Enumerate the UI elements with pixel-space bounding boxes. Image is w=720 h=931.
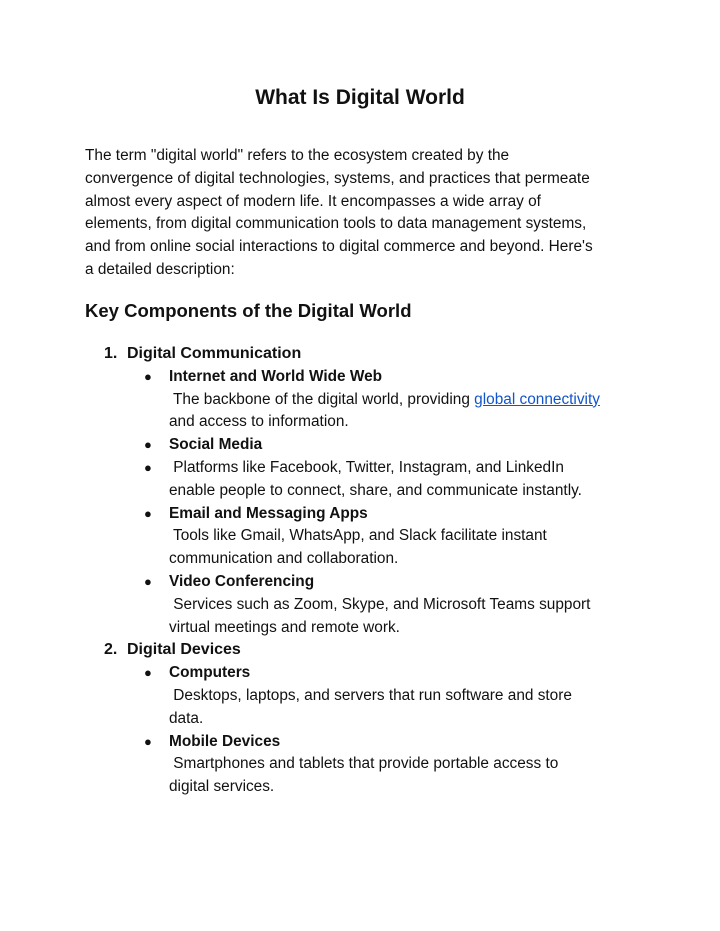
intro-line: convergence of digital technologies, systems, and practices that permeate xyxy=(85,169,590,187)
item-description: Desktops, laptops, and servers that run software and store xyxy=(169,686,572,704)
list-item xyxy=(0,662,720,730)
item-description: data. xyxy=(169,709,204,727)
bullet-icon: ● xyxy=(144,733,152,749)
section-number: 2. xyxy=(104,641,118,659)
components-list xyxy=(0,343,720,799)
item-text-prefix: The backbone of the digital world, providing xyxy=(169,390,475,408)
item-title: Computers xyxy=(169,664,251,682)
bullet-icon: ● xyxy=(144,368,152,384)
section-title: Digital Devices xyxy=(127,641,241,659)
intro-line: almost every aspect of modern life. It encompasses a wide array of xyxy=(85,192,541,210)
item-title: Internet and World Wide Web xyxy=(169,367,383,385)
list-item xyxy=(0,434,720,457)
section-title: Digital Communication xyxy=(127,345,302,362)
intro-line: a detailed description: xyxy=(85,260,235,278)
intro-line: The term "digital world" refers to the ecosystem created by the xyxy=(85,147,510,164)
bullet-icon: ● xyxy=(144,437,152,453)
item-description: virtual meetings and remote work. xyxy=(169,618,400,636)
intro-line: and from online social interactions to digital commerce and beyond. Here's xyxy=(85,238,593,256)
item-description: digital services. xyxy=(169,778,275,796)
section-heading: Key Components of the Digital World xyxy=(85,300,412,321)
bullet-icon: ● xyxy=(144,665,152,681)
item-description: Tools like Gmail, WhatsApp, and Slack facilitate instant xyxy=(169,527,547,545)
item-title: Social Media xyxy=(169,436,263,454)
bullet-icon: ● xyxy=(144,505,152,521)
document-title: What Is Digital World xyxy=(255,86,465,109)
intro-line: elements, from digital communication tools to data management systems, xyxy=(85,215,587,233)
list-item xyxy=(0,731,720,799)
item-description: communication and collaboration. xyxy=(169,550,399,568)
list-item xyxy=(0,503,720,571)
list-item xyxy=(0,366,720,434)
global-connectivity-link[interactable]: global connectivity xyxy=(474,390,600,408)
item-title: Video Conferencing xyxy=(169,572,315,590)
item-title: Mobile Devices xyxy=(169,732,281,750)
list-item xyxy=(0,571,720,639)
list-item xyxy=(0,457,720,503)
list-section-digital-devices xyxy=(0,639,720,662)
item-description: Services such as Zoom, Skype, and Microsoft Teams support xyxy=(169,595,591,613)
bullet-icon: ● xyxy=(144,573,152,589)
bullet-icon: ● xyxy=(144,459,152,475)
intro-paragraph xyxy=(85,145,645,282)
item-description xyxy=(169,389,720,412)
item-description: and access to information. xyxy=(169,413,349,431)
section-number: 1. xyxy=(104,345,118,362)
item-title: Email and Messaging Apps xyxy=(169,504,368,522)
item-description: Platforms like Facebook, Twitter, Instagram, and LinkedIn xyxy=(169,458,564,476)
list-section-digital-communication xyxy=(0,343,720,366)
item-description: enable people to connect, share, and communicate instantly. xyxy=(169,481,582,499)
item-description: Smartphones and tablets that provide portable access to xyxy=(169,755,559,773)
